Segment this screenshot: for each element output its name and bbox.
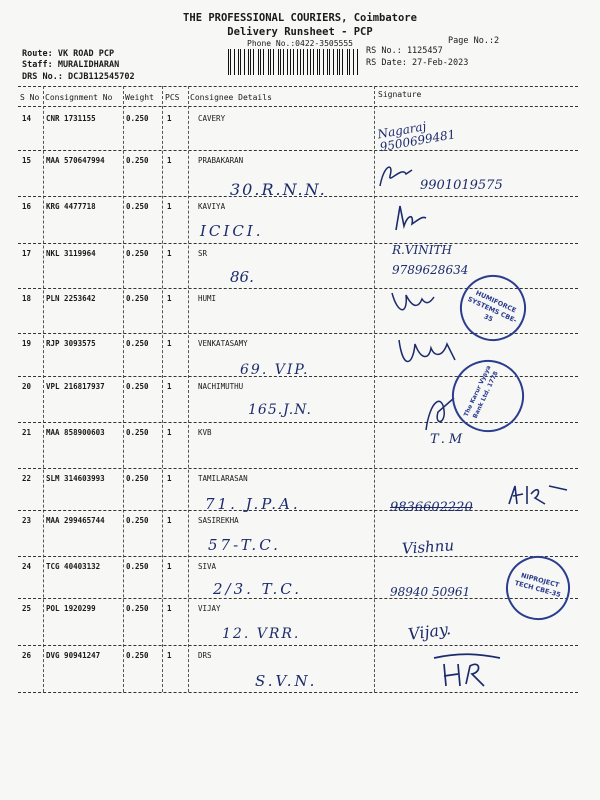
row-weight: 0.250 [126, 382, 149, 391]
row-pcs: 1 [167, 382, 172, 391]
row-divider [18, 598, 578, 599]
row-consignee: TAMILARASAN [198, 474, 248, 483]
row-weight: 0.250 [126, 428, 149, 437]
row-weight: 0.250 [126, 474, 149, 483]
row-weight: 0.250 [126, 202, 149, 211]
handwritten-address: 86. [230, 268, 254, 286]
row-sno: 17 [22, 249, 32, 258]
row-sno: 25 [22, 604, 32, 613]
signature-text: 98940 50961 [390, 585, 471, 599]
handwritten-address: 12. VRR. [222, 626, 301, 642]
handwritten-address: 69. VIP. [240, 362, 310, 378]
row-consignment: PLN 2253642 [46, 294, 96, 303]
col-consignee: Consignee Details [190, 93, 272, 102]
row-weight: 0.250 [126, 114, 149, 123]
row-weight: 0.250 [126, 604, 149, 613]
row-pcs: 1 [167, 202, 172, 211]
signature-text: Vishnu [401, 536, 455, 558]
signature-scribble [390, 200, 430, 235]
row-divider [18, 645, 578, 646]
row-pcs: 1 [167, 114, 172, 123]
row-consignment: DVG 90941247 [46, 651, 101, 660]
barcode [228, 49, 358, 75]
signature-scribble [395, 330, 460, 375]
handwritten-address: 30.R.N.N. [230, 180, 327, 199]
barcode-bar [297, 49, 298, 75]
row-consignee: KAVIYA [198, 202, 226, 211]
row-consignment: CNR 1731155 [46, 114, 96, 123]
row-divider [18, 556, 578, 557]
row-consignment: NKL 3119964 [46, 249, 96, 258]
row-sno: 24 [22, 562, 32, 571]
handwritten-address: 71. J.P.A. [205, 495, 301, 513]
row-consignee: SIVA [198, 562, 217, 571]
row-weight: 0.250 [126, 249, 149, 258]
barcode-bar [258, 49, 259, 75]
row-pcs: 1 [167, 249, 172, 258]
row-consignment: MAA 299465744 [46, 516, 105, 525]
row-divider [18, 150, 578, 151]
row-consignment: MAA 858900603 [46, 428, 105, 437]
row-weight: 0.250 [126, 562, 149, 571]
row-pcs: 1 [167, 156, 172, 165]
signature-text: T.M [430, 432, 467, 447]
row-consignment: SLM 314603993 [46, 474, 105, 483]
row-weight: 0.250 [126, 651, 149, 660]
signature-scribble [430, 650, 510, 690]
stamp-text: NIPROJECT TECH CBE-35 [513, 571, 562, 599]
row-pcs: 1 [167, 604, 172, 613]
col-signature: Signature [378, 90, 422, 99]
column-divider [162, 86, 163, 692]
row-consignee: SASIREKHA [198, 516, 239, 525]
runsheet-title: Delivery Runsheet - PCP [227, 26, 373, 38]
divider [18, 86, 578, 87]
row-sno: 14 [22, 114, 32, 123]
col-weight: Weight [125, 93, 154, 102]
row-consignment: TCG 40403132 [46, 562, 101, 571]
company-name: THE PROFESSIONAL COURIERS, Coimbatore [183, 12, 417, 24]
row-pcs: 1 [167, 294, 172, 303]
row-consignee: VIJAY [198, 604, 221, 613]
column-divider [188, 86, 189, 692]
barcode-bar [342, 49, 343, 75]
row-weight: 0.250 [126, 339, 149, 348]
row-sno: 19 [22, 339, 32, 348]
page-number: Page No.:2 [448, 36, 500, 46]
row-weight: 0.250 [126, 156, 149, 165]
rs-number: RS No.: 1125457 [366, 46, 443, 56]
row-consignment: POL 1920299 [46, 604, 96, 613]
row-divider [18, 692, 578, 693]
row-weight: 0.250 [126, 294, 149, 303]
staff: Staff: MURALIDHARAN [22, 60, 120, 70]
company-stamp [499, 549, 577, 627]
signature-scribble [376, 160, 416, 190]
signature-text: 9901019575 [420, 178, 503, 193]
row-pcs: 1 [167, 651, 172, 660]
row-sno: 21 [22, 428, 32, 437]
row-pcs: 1 [167, 428, 172, 437]
col-sno: S No [20, 93, 40, 102]
row-weight: 0.250 [126, 516, 149, 525]
row-consignee: SR [198, 249, 208, 258]
col-pcs: PCS [165, 93, 180, 102]
row-sno: 16 [22, 202, 32, 211]
handwritten-address: 165.J.N. [248, 402, 312, 418]
row-sno: 20 [22, 382, 32, 391]
signature-text: R.VINITH 9789628634 [392, 243, 469, 277]
signature-scribble [505, 480, 575, 510]
handwritten-address: 57-T.C. [208, 536, 281, 554]
row-sno: 18 [22, 294, 32, 303]
row-consignee: HUMI [198, 294, 217, 303]
row-sno: 26 [22, 651, 32, 660]
row-consignment: MAA 570647994 [46, 156, 105, 165]
barcode-bar [238, 49, 239, 75]
signature-scribble [388, 285, 438, 320]
row-pcs: 1 [167, 339, 172, 348]
barcode-bar [273, 49, 274, 75]
row-consignee: NACHIMUTHU [198, 382, 244, 391]
row-sno: 22 [22, 474, 32, 483]
rs-date: RS Date: 27-Feb-2023 [366, 58, 469, 68]
signature-text: Nagaraj 9500699481 [376, 119, 457, 155]
handwritten-address: 2/3. T.C. [213, 580, 302, 598]
handwritten-address: ICICI. [200, 222, 264, 240]
barcode-bar [319, 49, 320, 75]
handwritten-address: S.V.N. [255, 672, 318, 690]
signature-text: Vijay. [406, 619, 453, 644]
column-divider [374, 86, 375, 692]
drs-number: DRS No.: DCJB112545702 [22, 72, 135, 82]
row-pcs: 1 [167, 516, 172, 525]
row-consignee: KVB [198, 428, 212, 437]
stamp-text: HUMIFORCE SYSTEMS CBE-35 [466, 288, 518, 325]
stamp-text: The Karur Vysya Bank Ltd. 1778 [462, 364, 500, 420]
column-divider [123, 86, 124, 692]
row-pcs: 1 [167, 562, 172, 571]
row-consignment: KRG 4477718 [46, 202, 96, 211]
row-consignee: VENKATASAMY [198, 339, 248, 348]
row-consignee: CAVERY [198, 114, 226, 123]
row-sno: 15 [22, 156, 32, 165]
signature-text: 9836602220 [390, 500, 473, 515]
row-consignment: RJP 3093575 [46, 339, 96, 348]
row-consignee: DRS [198, 651, 212, 660]
row-divider [18, 468, 578, 469]
column-divider [43, 86, 44, 692]
route: Route: VK ROAD PCP [22, 49, 115, 59]
phone-number: Phone No.:0422-3505555 [247, 39, 353, 48]
col-consignment: Consignment No [45, 93, 113, 102]
row-consignment: VPL 216817937 [46, 382, 105, 391]
row-pcs: 1 [167, 474, 172, 483]
row-sno: 23 [22, 516, 32, 525]
row-consignee: PRABAKARAN [198, 156, 244, 165]
